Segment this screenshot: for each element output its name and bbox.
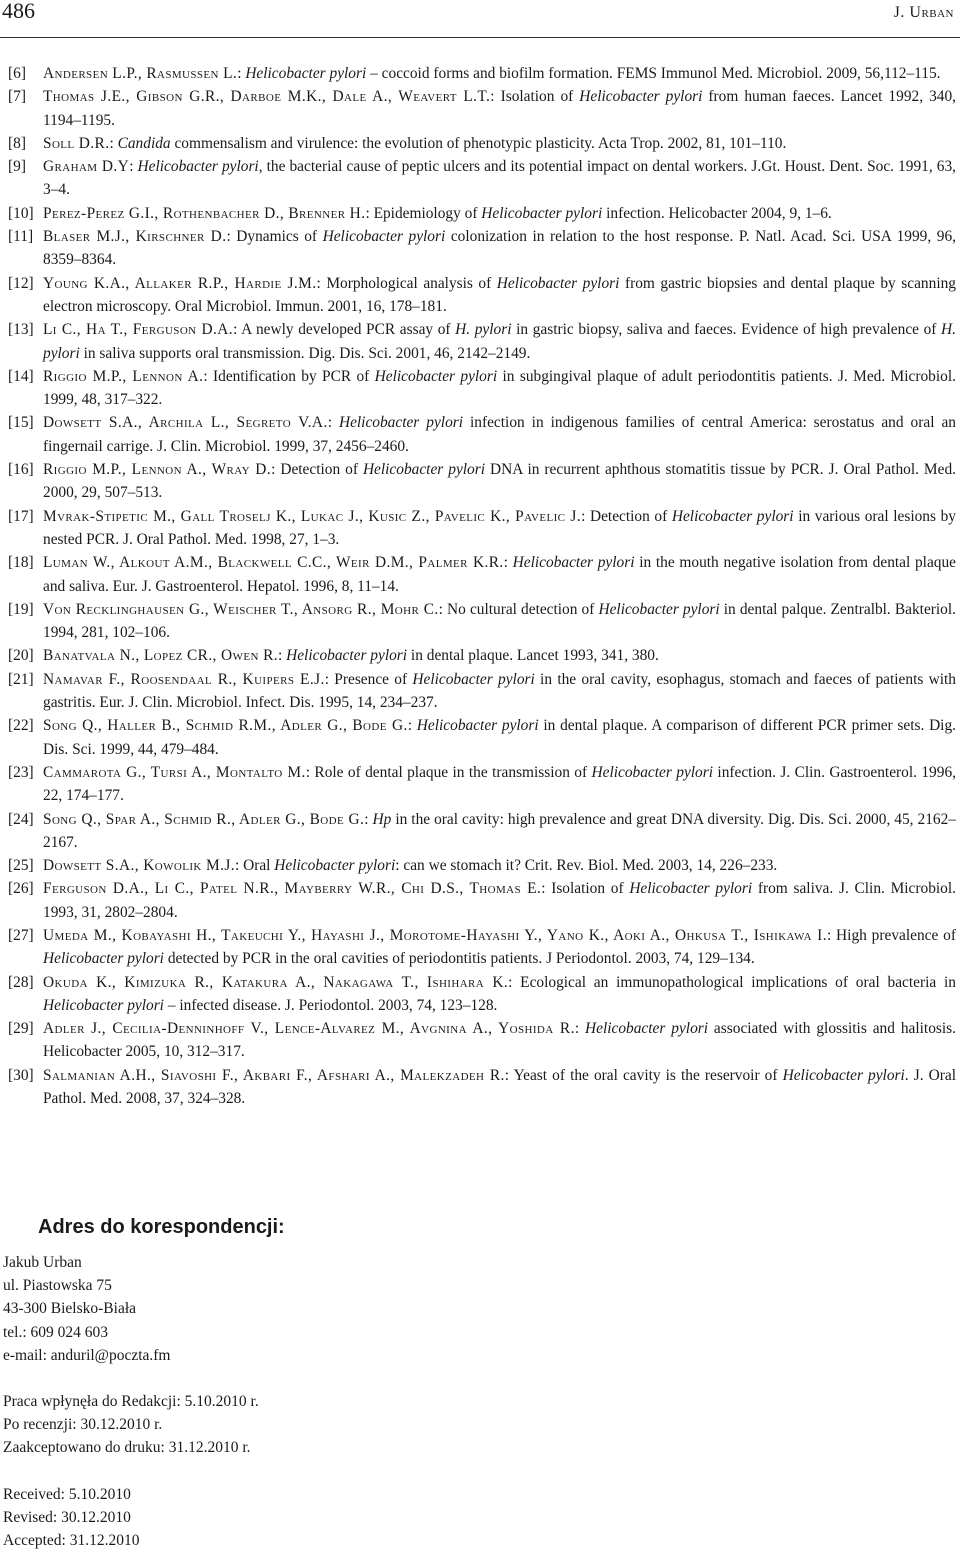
reference-number: [23] xyxy=(8,763,34,781)
reference-italic-term: Helicobacter pylori xyxy=(512,554,635,572)
reference-item xyxy=(8,132,956,155)
reference-number: [25] xyxy=(8,857,34,875)
reference-text: : Identification by PCR of xyxy=(203,367,375,385)
reference-text: in dental palque. Zentralbl. Bakteriol. 1994, 281, 102–106. xyxy=(43,600,957,642)
reference-text: : xyxy=(129,158,138,176)
header-rule xyxy=(0,37,960,38)
reference-italic-term: Helicobacter pylori xyxy=(43,950,164,968)
reference-text: – infected disease. J. Periodontol. 2003, 74, 123–128. xyxy=(163,996,498,1014)
reference-italic-term: Candida xyxy=(117,134,171,152)
reference-text: colonization in relation to the host response. P. Natl. Acad. Sci. USA 1999, 96, 8359–8364. xyxy=(43,228,956,269)
reference-number: [24] xyxy=(8,810,34,828)
reference-text: : Isolation of xyxy=(541,880,630,898)
reference-italic-term: Helicobacter pylori xyxy=(579,88,703,106)
reference-italic-term: Helicobacter pylori xyxy=(629,880,753,898)
reference-italic-term: Helicobacter pylori xyxy=(481,204,603,222)
reference-text: : xyxy=(574,1020,586,1038)
reference-authors: Banatvala N., Lopez CR., Owen R. xyxy=(43,647,278,665)
reference-text: : xyxy=(327,414,339,432)
reference-number: [27] xyxy=(8,926,34,944)
reference-text: in dental plaque. Lancet 1993, 341, 380. xyxy=(407,647,659,665)
reference-authors: Salmanian A.H., Siavoshi F., Akbari F., Afshari A., Malekzadeh R. xyxy=(43,1066,505,1084)
city: 43-300 Bielsko-Biała xyxy=(3,1300,137,1318)
reference-number: [21] xyxy=(8,670,34,688)
reference-authors: Cammarota G., Tursi A., Montalto M. xyxy=(43,763,306,781)
reference-text: in the oral cavity, esophagus, stomach and faeces of patients with gastritis. Eur. J. Clin. Microbiol. Infect. Dis. 1995, 14, 234–237. xyxy=(43,670,956,712)
reference-item xyxy=(8,272,956,319)
reference-text: : Yeast of the oral cavity is the reservoir of xyxy=(504,1066,783,1084)
reference-authors: Mvrak-Stipetic M., Gall Troselj K., Lukac J., Kusic Z., Pavelic K., Pavelic J. xyxy=(43,507,582,525)
correspondence-title: Adres do korespondencji: xyxy=(38,1216,285,1238)
email: e-mail: anduril@poczta.fm xyxy=(3,1346,171,1364)
reference-number: [28] xyxy=(8,973,34,991)
reference-item xyxy=(8,668,956,715)
dates-polish xyxy=(3,1390,259,1460)
reference-authors: Okuda K., Kimizuka R., Katakura A., Nakagawa T., Ishihara K. xyxy=(43,973,509,991)
reference-italic-term: Helicobacter pylori xyxy=(322,228,446,246)
reference-text: : Detection of xyxy=(581,507,672,525)
reference-text: : No cultural detection of xyxy=(438,600,599,618)
page-number: 486 xyxy=(2,0,35,23)
reference-italic-term: H. pylori xyxy=(43,321,957,362)
reference-authors: Namavar F., Roosendaal R., Kuipers E.J. xyxy=(43,670,325,688)
date-reviewed-pl: Po recenzji: 30.12.2010 r. xyxy=(3,1416,163,1434)
reference-text: in the mouth negative isolation from dental plaque and saliva. Eur. J. Gastroenterol. Hepatol. 1996, 8, 11–14. xyxy=(43,554,957,595)
reference-text: in gastric biopsy, saliva and faeces. Evidence of high prevalence of xyxy=(511,321,942,339)
reference-italic-term: Hp xyxy=(372,810,392,828)
reference-text: : Ecological an immunopathological implications of oral bacteria in xyxy=(508,973,957,991)
reference-item xyxy=(8,365,956,412)
reference-number: [8] xyxy=(8,134,26,152)
reference-italic-term: H. pylori xyxy=(455,321,512,339)
reference-text: detected by PCR in the oral cavities of periodontitis patients. J Periodontol. 2003, 74, 129–134. xyxy=(163,950,755,968)
reference-authors: Riggio M.P., Lennon A. xyxy=(43,367,204,385)
reference-authors: Riggio M.P., Lennon A., Wray D. xyxy=(43,461,272,479)
reference-authors: Umeda M., Kobayashi H., Takeuchi Y., Hayashi J., Morotome-Hayashi Y., Yano K., Aoki A., Ohkusa T., Ishikawa I. xyxy=(43,926,827,944)
reference-number: [10] xyxy=(8,204,34,222)
reference-italic-term: Helicobacter pylori xyxy=(338,414,464,432)
reference-item xyxy=(8,458,956,505)
reference-text: : can we stomach it? Crit. Rev. Biol. Med. 2003, 14, 226–233. xyxy=(395,857,778,875)
author-name: Jakub Urban xyxy=(3,1254,82,1271)
reference-text: : Epidemiology of xyxy=(365,204,482,222)
reference-number: [29] xyxy=(8,1020,34,1038)
reference-item xyxy=(8,808,956,855)
reference-italic-term: Helicobacter pylori xyxy=(585,1020,709,1038)
reference-authors: Graham D.Y xyxy=(43,158,130,176)
reference-item xyxy=(8,505,956,552)
reference-item xyxy=(8,551,956,598)
reference-number: [6] xyxy=(8,65,26,82)
reference-number: [26] xyxy=(8,880,34,898)
reference-item xyxy=(8,225,956,272)
date-revised: Revised: 30.12.2010 xyxy=(3,1509,131,1527)
reference-item xyxy=(8,1017,956,1064)
reference-text: DNA in recurrent aphthous stomatitis tissue by PCR. J. Oral Pathol. Med. 2000, 29, 507–513. xyxy=(43,461,956,502)
reference-text: : Oral xyxy=(234,857,275,875)
reference-number: [15] xyxy=(8,414,34,432)
reference-text: : Detection of xyxy=(271,461,363,479)
reference-number: [13] xyxy=(8,321,34,339)
date-received: Received: 5.10.2010 xyxy=(3,1486,131,1503)
reference-italic-term: Helicobacter pylori xyxy=(286,647,408,665)
reference-authors: Song Q., Spar A., Schmid R., Adler G., Bode G. xyxy=(43,810,365,828)
reference-text: in various oral lesions by nested PCR. J. Oral Pathol. Med. 1998, 27, 1–3. xyxy=(43,507,956,548)
reference-item xyxy=(8,411,956,458)
reference-authors: Li C., Ha T., Ferguson D.A. xyxy=(43,321,234,339)
reference-text: : Presence of xyxy=(324,670,413,688)
reference-text: : xyxy=(277,647,287,665)
reference-item xyxy=(8,854,956,877)
reference-item xyxy=(8,644,956,667)
reference-text: : Morphological analysis of xyxy=(316,274,497,292)
date-accepted: Accepted: 31.12.2010 xyxy=(3,1532,140,1550)
reference-italic-term: Helicobacter pylori xyxy=(496,274,620,292)
reference-item xyxy=(8,714,956,761)
reference-italic-term: Helicobacter pylori xyxy=(591,763,714,781)
reference-number: [7] xyxy=(8,88,26,106)
reference-number: [22] xyxy=(8,717,34,735)
reference-italic-term: Helicobacter pylori xyxy=(137,158,259,176)
reference-authors: Soll D.R. xyxy=(43,134,110,152)
reference-number: [9] xyxy=(8,158,26,176)
reference-authors: Dowsett S.A., Kowolik M.J. xyxy=(43,857,235,875)
reference-item xyxy=(8,1064,956,1111)
reference-text: in subgingival plaque of adult periodontitis patients. J. Med. Microbiol. 1999, 48, 317–322. xyxy=(43,367,956,409)
reference-text: from gastric biopsies and dental plaque by scanning electron microscopy. Oral Microbiol. Immun. 2001, 16, 178–181. xyxy=(43,274,956,315)
reference-italic-term: Helicobacter pylori xyxy=(362,461,486,479)
reference-text: from human faeces. Lancet 1992, 340, 1194–1195. xyxy=(43,88,957,129)
reference-authors: Young K.A., Allaker R.P., Hardie J.M. xyxy=(43,274,317,292)
correspondence-address xyxy=(3,1251,171,1367)
reference-number: [17] xyxy=(8,507,34,525)
reference-item xyxy=(8,318,956,365)
reference-text: infection. Helicobacter 2004, 9, 1–6. xyxy=(602,204,832,222)
reference-text: in dental plaque. A comparison of different PCR primer sets. Dig. Dis. Sci. 1999, 44, 479–484. xyxy=(43,717,957,758)
reference-text: : Role of dental plaque in the transmission of xyxy=(305,763,592,781)
running-head: J. Urban xyxy=(893,4,954,21)
reference-text: : xyxy=(364,810,373,828)
reference-text: : xyxy=(503,554,513,572)
reference-text: : High prevalence of xyxy=(826,926,956,944)
reference-text: : xyxy=(237,65,246,82)
reference-text: : Dynamics of xyxy=(226,228,323,246)
reference-italic-term: Helicobacter pylori xyxy=(374,367,498,385)
reference-italic-term: Helicobacter pylori xyxy=(245,65,367,82)
reference-item xyxy=(8,761,956,808)
reference-authors: Blaser M.J., Kirschner D. xyxy=(43,228,227,246)
reference-text: : Isolation of xyxy=(490,88,580,106)
reference-italic-term: Helicobacter pylori xyxy=(782,1066,905,1084)
reference-italic-term: Helicobacter pylori xyxy=(412,670,535,688)
reference-text: commensalism and virulence: the evolution of phenotypic plasticity. Acta Trop. 2002, 81, 101–110. xyxy=(170,134,787,152)
reference-italic-term: Helicobacter pylori xyxy=(43,996,164,1014)
phone: tel.: 609 024 603 xyxy=(3,1323,109,1341)
reference-number: [11] xyxy=(8,228,34,246)
reference-item xyxy=(8,85,956,132)
reference-item xyxy=(8,598,956,645)
reference-text: . J. Oral Pathol. Med. 2008, 37, 324–328. xyxy=(43,1066,956,1108)
reference-italic-term: Helicobacter pylori xyxy=(274,857,396,875)
reference-authors: Von Recklinghausen G., Weischer T., Ansorg R., Mohr C. xyxy=(43,600,439,618)
reference-item xyxy=(8,877,956,924)
reference-text: from saliva. J. Clin. Microbiol. 1993, 31, 2802–2804. xyxy=(43,880,956,921)
reference-item xyxy=(8,202,956,225)
reference-number: [19] xyxy=(8,600,34,618)
reference-text: : A newly developed PCR assay of xyxy=(233,321,456,339)
reference-item xyxy=(8,62,956,85)
reference-authors: Thomas J.E., Gibson G.R., Darboe M.K., Dale A., Weavert L.T. xyxy=(43,88,491,106)
page-header xyxy=(0,0,960,40)
reference-item xyxy=(8,971,956,1018)
reference-item xyxy=(8,924,956,971)
reference-list xyxy=(8,62,956,1110)
street: ul. Piastowska 75 xyxy=(3,1277,112,1295)
reference-text: infection in indigenous families of central America: serostatus and oral an fingernail carrige. J. Clin. Microbiol. 1999, 37, 2456–2460. xyxy=(43,414,956,455)
reference-authors: Andersen L.P., Rasmussen L. xyxy=(43,65,238,82)
reference-authors: Perez-Perez G.I., Rothenbacher D., Brenner H. xyxy=(43,204,366,222)
reference-number: [30] xyxy=(8,1066,34,1084)
reference-number: [18] xyxy=(8,554,34,572)
reference-number: [20] xyxy=(8,647,34,665)
dates-english xyxy=(3,1483,139,1553)
reference-text: associated with glossitis and halitosis. Helicobacter 2005, 10, 312–317. xyxy=(43,1020,957,1061)
reference-number: [16] xyxy=(8,461,34,479)
reference-authors: Song Q., Haller B., Schmid R.M., Adler G., Bode G. xyxy=(43,717,408,735)
date-received-pl: Praca wpłynęła do Redakcji: 5.10.2010 r. xyxy=(3,1393,259,1410)
date-accepted-pl: Zaakceptowano do druku: 31.12.2010 r. xyxy=(3,1439,251,1457)
reference-number: [12] xyxy=(8,274,34,292)
reference-item xyxy=(8,155,956,202)
reference-italic-term: Helicobacter pylori xyxy=(671,507,794,525)
reference-text: in saliva supports oral transmission. Dig. Dis. Sci. 2001, 46, 2142–2149. xyxy=(79,344,531,362)
reference-authors: Adler J., Cecilia-Denninhoff V., Lence-Alvarez M., Avgnina A., Yoshida R. xyxy=(43,1020,575,1038)
reference-text: , the bacterial cause of peptic ulcers and its potential impact on dental workers. J.Gt. Houst. Dent. Soc. 1991, 63, 3–4. xyxy=(43,158,956,199)
reference-text: – coccoid forms and biofilm formation. FEMS Immunol Med. Microbiol. 2009, 56,112–115. xyxy=(366,65,941,82)
reference-italic-term: Helicobacter pylori xyxy=(598,600,720,618)
reference-number: [14] xyxy=(8,367,34,385)
reference-authors: Dowsett S.A., Archila L., Segreto V.A. xyxy=(43,414,328,432)
reference-authors: Ferguson D.A., Li C., Patel N.R., Mayberry W.R., Chi D.S., Thomas E. xyxy=(43,880,542,898)
reference-authors: Luman W., Alkout A.M., Blackwell C.C., Weir D.M., Palmer K.R. xyxy=(43,554,504,572)
reference-italic-term: Helicobacter pylori xyxy=(416,717,539,735)
reference-text: : xyxy=(109,134,118,152)
reference-text: in the oral cavity: high prevalence and great DNA diversity. Dig. Dis. Sci. 2000, 45, 2162–2167. xyxy=(43,810,956,851)
reference-text: infection. J. Clin. Gastroenterol. 1996, 22, 174–177. xyxy=(43,763,956,805)
reference-text: : xyxy=(407,717,417,735)
